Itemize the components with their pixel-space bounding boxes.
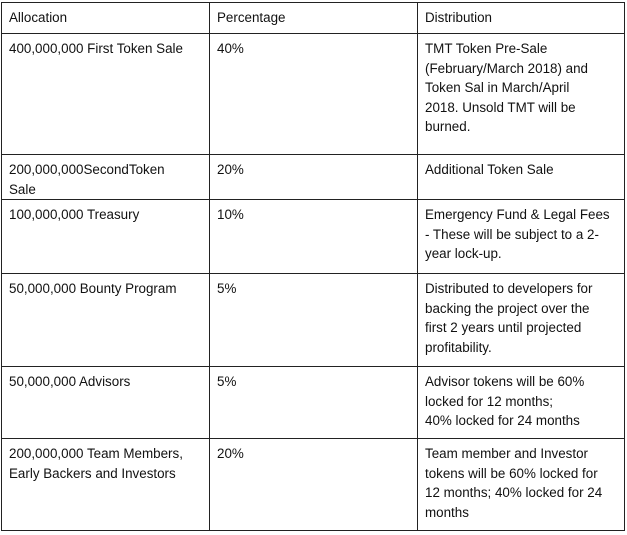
distribution-line: Advisor tokens will be 60%: [425, 374, 585, 389]
distribution-line: Distributed to developers for: [425, 281, 593, 296]
allocation-text: 100,000,000 Treasury: [9, 207, 140, 222]
distribution-line: Emergency Fund & Legal Fees: [425, 207, 610, 222]
distribution-line: Additional Token Sale: [425, 162, 554, 177]
distribution-line: Team member and Investor: [425, 446, 588, 461]
percentage-cell: 20%: [210, 439, 418, 531]
allocation-text: 50,000,000 Bounty Program: [9, 281, 177, 296]
distribution-line: (February/March 2018) and: [425, 60, 588, 76]
percentage-cell: 10%: [210, 200, 418, 274]
header-allocation: Allocation: [2, 3, 210, 34]
percentage-cell: 20%: [210, 155, 418, 200]
allocation-cell: [2, 155, 210, 200]
allocation-cell: [2, 200, 210, 274]
distribution-cell: [418, 34, 625, 155]
allocation-justified-line: [9, 160, 203, 180]
allocation-cell: [2, 367, 210, 439]
table-row: [2, 155, 625, 200]
allocation-cell: [2, 34, 210, 155]
distribution-cell: [418, 155, 625, 200]
table-row: [2, 200, 625, 274]
table-row: [2, 34, 625, 155]
distribution-line: profitability.: [425, 339, 492, 355]
distribution-line: 2018. Unsold TMT will be: [425, 99, 576, 115]
justified-word: Second: [83, 162, 129, 177]
distribution-line: backing the project over the: [425, 300, 590, 316]
allocation-text: 200,000,000 Team Members,: [9, 446, 183, 461]
allocation-cell: [2, 274, 210, 367]
distribution-line: locked for 12 months;: [425, 393, 554, 409]
distribution-line: 40% locked for 24 months: [425, 413, 580, 428]
allocation-text: Early Backers and Investors: [9, 465, 176, 481]
distribution-cell: [418, 439, 625, 531]
allocation-table: [1, 2, 625, 531]
distribution-line: - These will be subject to a 2-: [425, 226, 599, 242]
distribution-line: months: [425, 504, 469, 520]
header-distribution: Distribution: [418, 3, 625, 34]
header-percentage: Percentage: [210, 3, 418, 34]
percentage-cell: 5%: [210, 367, 418, 439]
distribution-line: 12 months; 40% locked for 24: [425, 485, 603, 500]
distribution-line: year lock-up.: [425, 246, 502, 261]
table-header-row: [2, 3, 625, 34]
allocation-cell: [2, 439, 210, 531]
distribution-cell: [418, 200, 625, 274]
allocation-text: 50,000,000 Advisors: [9, 374, 131, 389]
justified-word: Token: [128, 162, 165, 177]
distribution-line: TMT Token Pre-Sale: [425, 41, 548, 56]
percentage-cell: 40%: [210, 34, 418, 155]
table-row: [2, 274, 625, 367]
distribution-line: tokens will be 60% locked for: [425, 465, 598, 481]
allocation-text: Sale: [9, 181, 36, 197]
allocation-text: 400,000,000 First Token Sale: [9, 41, 183, 56]
percentage-cell: 5%: [210, 274, 418, 367]
table-row: [2, 367, 625, 439]
distribution-line: first 2 years until projected: [425, 320, 582, 335]
distribution-line: burned.: [425, 119, 471, 134]
justified-word: 200,000,000: [9, 162, 84, 177]
table-row: [2, 439, 625, 531]
distribution-cell: [418, 274, 625, 367]
distribution-line: Token Sal in March/April: [425, 80, 570, 95]
distribution-cell: [418, 367, 625, 439]
